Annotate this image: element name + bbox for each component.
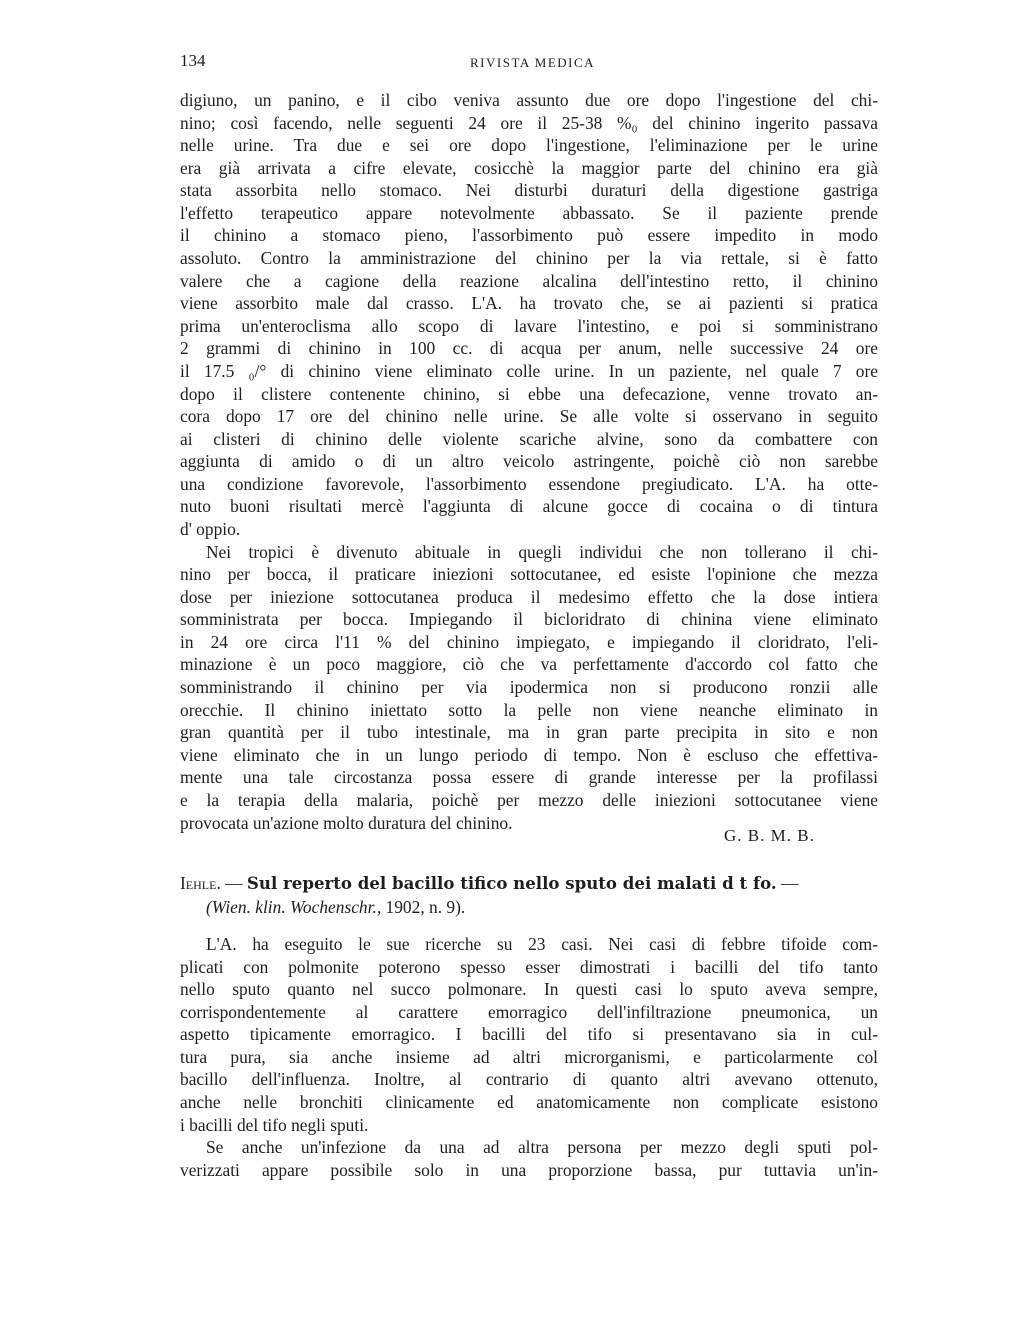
text-line: stata assorbita nello stomaco. Nei disturbi duraturi della digestione gastriga [180, 180, 878, 201]
text-line: L'A. ha eseguito le sue ricerche su 23 casi. Nei casi di febbre tifoide com- [206, 934, 878, 954]
text-line: plicati con polmonite poterono spesso esser dimostrati i bacilli del tifo tanto [180, 956, 878, 977]
text-line: minazione è un poco maggiore, ciò che va perfettamente d'accordo col fatto che [180, 654, 878, 675]
text-line: e la terapia della malaria, poichè per mezzo delle iniezioni sottocutanee viene [180, 789, 878, 810]
text-line: digiuno, un panino, e il cibo veniva assunto due ore dopo l'ingestione del chi- [180, 90, 878, 110]
text-line: aspetto tipicamente emorragico. I bacilli del tifo si presentavano sia in cul- [180, 1024, 878, 1045]
article2-title-line [180, 871, 878, 895]
text-line: Nei tropici è divenuto abituale in quegli individui che non tollerano il chi- [206, 541, 878, 562]
section1-text [180, 89, 878, 834]
text-line: nuto buoni risultati mercè l'aggiunta di alcune gocce di cocaina o di tintura [180, 496, 878, 517]
text-line: viene assorbito male dal crasso. L'A. ha trovato che, se ai pazienti si pratica [180, 293, 878, 314]
citation-line [180, 895, 878, 919]
text-line: il chinino a stomaco pieno, l'assorbimento può essere impedito in modo [180, 225, 878, 246]
text-line: Se anche un'infezione da una ad altra persona per mezzo degli sputi pol- [206, 1137, 878, 1158]
article-title: Sul reperto del bacillo tifico nello sputo dei malati d t fo. [246, 873, 777, 893]
text-line: 2 grammi di chinino in 100 cc. di acqua per anum, nelle successive 24 ore [180, 338, 878, 359]
dash: — [225, 873, 243, 893]
author-name: Iehle. [180, 873, 221, 893]
text-line: il 17.5 ₀/° di chinino viene eliminato colle urine. In un paziente, nel quale 7 ore [180, 360, 878, 381]
signature: G. B. M. B. [724, 826, 815, 845]
page-number: 134 [180, 51, 206, 70]
text-line: somministrata per bocca. Impiegando il bicloridrato di chinina viene eliminato [180, 609, 878, 630]
text-line: i bacilli del tifo negli sputi. [180, 1114, 369, 1135]
dash: — [781, 873, 799, 893]
article2-heading [180, 871, 878, 919]
citation-rest: 1902, n. 9). [385, 897, 466, 917]
text-line: nelle urine. Tra due e sei ore dopo l'ingestione, l'eliminazione per le urine [180, 135, 878, 156]
text-line: in 24 ore circa l'11 % del chinino impiegato, e impiegando il cloridrato, l'eli- [180, 631, 878, 652]
text-line: cora dopo 17 ore del chinino nelle urine. Se alle volte si osservano in seguito [180, 406, 878, 427]
text-line: d' oppio. [180, 518, 241, 539]
citation-journal: (Wien. klin. Wochenschr., [206, 897, 382, 917]
text-line: bacillo dell'influenza. Inoltre, al contrario di quanto altri avevano ottenuto, [180, 1069, 878, 1090]
text-line: provocata un'azione molto duratura del chinino. [180, 812, 513, 833]
text-line: viene eliminato che in un lungo periodo di tempo. Non è escluso che effettiva- [180, 744, 878, 765]
text-line: mente una tale circostanza possa essere di grande interesse per la profilassi [180, 767, 878, 788]
running-head: RIVISTA MEDICA [470, 55, 596, 70]
article2-body [180, 933, 878, 1181]
text-line: dose per iniezione sottocutanea produca il medesimo effetto che la dose intiera [180, 586, 878, 607]
text-line: nino; così facendo, nelle seguenti 24 ore il 25-38 %₀ del chinino ingerito passava [180, 112, 878, 133]
text-line: nino per bocca, il praticare iniezioni sottocutanee, ed esiste l'opinione che mezza [180, 564, 878, 585]
text-line: valere che a cagione della reazione alcalina dell'intestino retto, il chinino [180, 270, 878, 291]
text-line: tura pura, sia anche insieme ad altri microrganismi, e particolarmente col [180, 1046, 878, 1067]
text-line: gran quantità per il tubo intestinale, ma in gran parte precipita in sito e non [180, 722, 878, 743]
text-line: l'effetto terapeutico appare notevolmente abbassato. Se il paziente prende [180, 202, 878, 223]
text-line: orecchie. Il chinino iniettato sotto la pelle non viene neanche eliminato in [180, 699, 878, 720]
text-line: verizzati appare possibile solo in una proporzione bassa, pur tuttavia un'in- [180, 1159, 878, 1180]
text-line: ai clisteri di chinino delle violente scariche alvine, sono da combattere con [180, 428, 878, 449]
text-line: prima un'enteroclisma allo scopo di lavare l'intestino, e poi si somministrano [180, 315, 878, 336]
text-line: somministrando il chinino per via ipodermica non si producono ronzii alle [180, 677, 878, 698]
text-line: era già arrivata a cifre elevate, cosicchè la maggior parte del chinino era già [180, 157, 878, 178]
text-line: aggiunta di amido o di un altro veicolo astringente, poichè ciò non sarebbe [180, 451, 878, 472]
text-line: una condizione favorevole, l'assorbimento essendone pregiudicato. L'A. ha otte- [180, 473, 878, 494]
text-line: nello sputo quanto nel succo polmonare. In questi casi lo sputo aveva sempre, [180, 979, 878, 1000]
text-line: anche nelle bronchiti clinicamente ed anatomicamente non complicate esistono [180, 1092, 878, 1113]
text-line: dopo il clistere contenente chinino, si ebbe una defecazione, venne trovato an- [180, 383, 878, 404]
text-line: assoluto. Contro la amministrazione del chinino per la via rettale, si è fatto [180, 248, 878, 269]
text-line: corrispondentemente al carattere emorragico dell'infiltrazione pneumonica, un [180, 1001, 878, 1022]
